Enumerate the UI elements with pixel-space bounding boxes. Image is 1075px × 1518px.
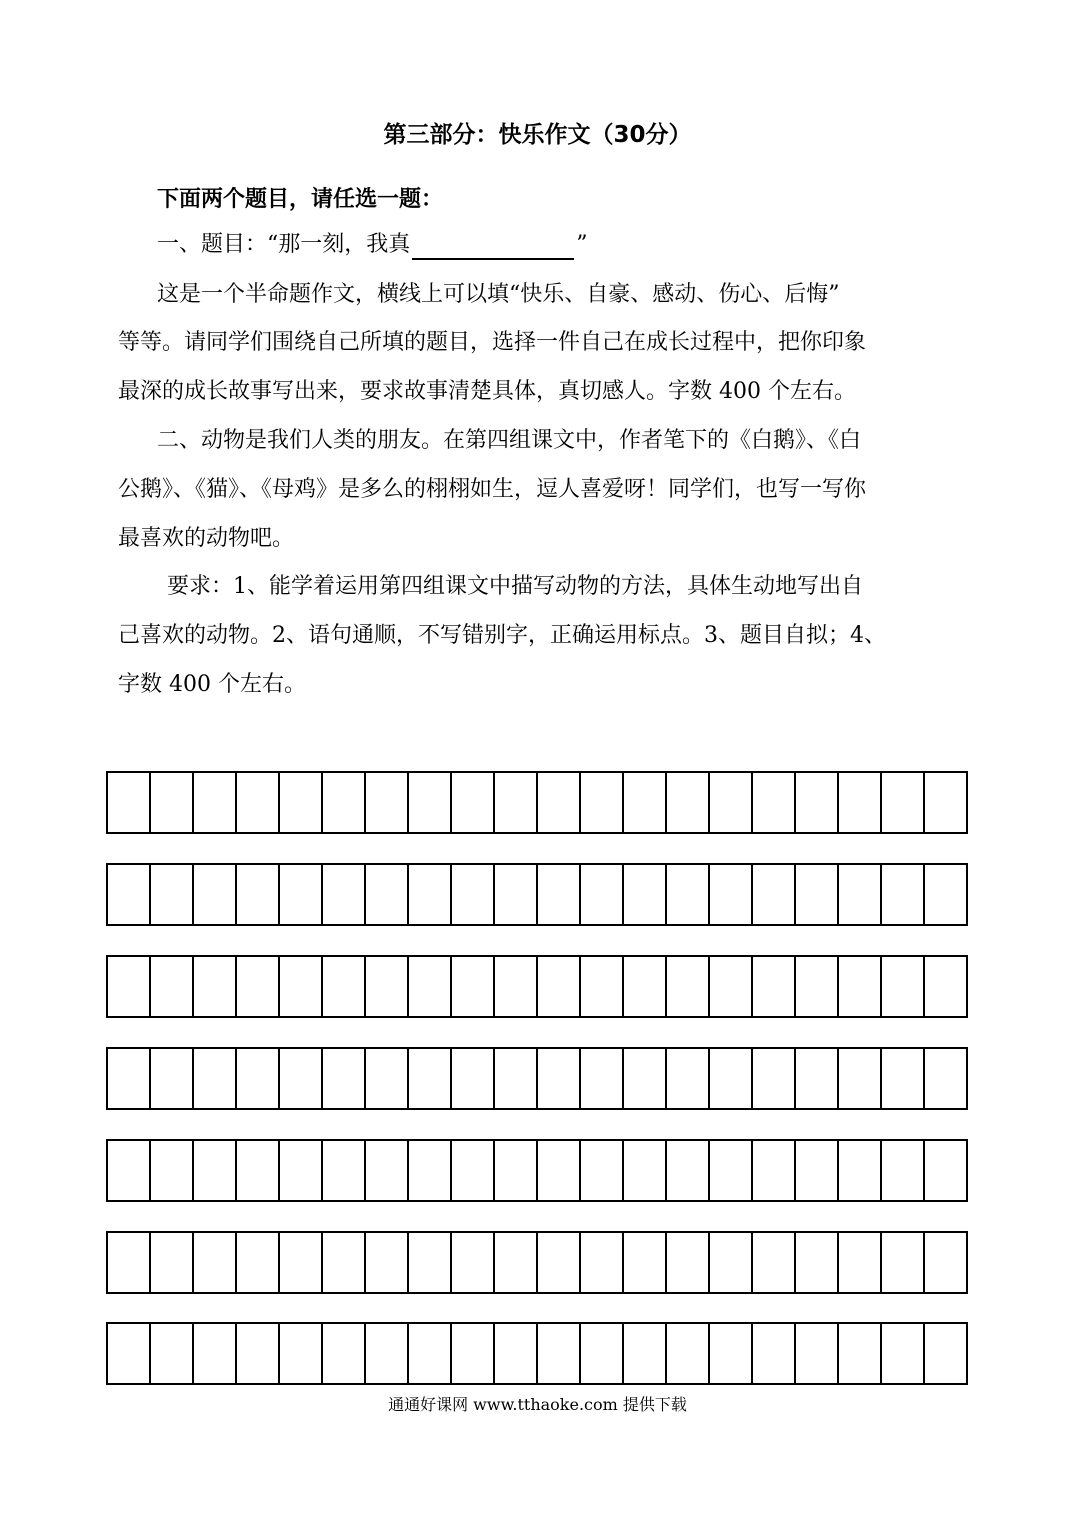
grid-cell [495,957,538,1016]
grid-cell [194,1233,237,1292]
grid-cell [753,1049,796,1108]
topic-one-suffix: ” [576,232,588,257]
grid-cell [581,1233,624,1292]
grid-cell [366,1141,409,1200]
grid-cell [108,865,151,924]
grid-cell [280,1049,323,1108]
paragraph-one-line-3: 最深的成长故事写出来，要求故事清楚具体，真切感人。字数 400 个左右。 [118,379,856,404]
grid-cell [108,1324,151,1383]
grid-cell [925,1049,966,1108]
grid-cell [839,773,882,832]
grid-cell [409,1324,452,1383]
grid-cell [925,773,966,832]
grid-cell [409,957,452,1016]
grid-cell [151,1324,194,1383]
grid-row [106,1139,968,1202]
grid-cell [753,1233,796,1292]
grid-cell [710,1141,753,1200]
grid-cell [710,865,753,924]
grid-cell [624,1324,667,1383]
grid-cell [624,1049,667,1108]
requirements-line-2: 己喜欢的动物。2、语句通顺，不写错别字，正确运用标点。3、题目自拟；4、 [118,623,886,648]
requirements-line-1: 要求：1、能学着运用第四组课文中描写动物的方法，具体生动地写出自 [167,574,863,599]
grid-cell [624,957,667,1016]
grid-row [106,863,968,926]
grid-cell [323,773,366,832]
grid-row [106,1322,968,1385]
grid-cell [925,1233,966,1292]
grid-cell [538,1324,581,1383]
grid-cell [194,1049,237,1108]
grid-cell [882,1141,925,1200]
grid-cell [495,1233,538,1292]
grid-cell [409,1233,452,1292]
grid-cell [710,773,753,832]
grid-cell [710,957,753,1016]
grid-cell [323,865,366,924]
grid-cell [452,1141,495,1200]
grid-cell [237,773,280,832]
grid-cell [151,1049,194,1108]
grid-cell [280,865,323,924]
requirements-line-3: 字数 400 个左右。 [118,672,306,697]
grid-cell [237,957,280,1016]
grid-cell [366,1233,409,1292]
grid-cell [581,1324,624,1383]
grid-cell [366,773,409,832]
grid-cell [839,1049,882,1108]
grid-cell [237,1324,280,1383]
grid-cell [108,957,151,1016]
grid-cell [581,865,624,924]
grid-cell [667,1324,710,1383]
grid-cell [452,865,495,924]
grid-cell [194,773,237,832]
grid-cell [796,957,839,1016]
grid-cell [538,865,581,924]
grid-cell [710,1233,753,1292]
grid-cell [538,1141,581,1200]
grid-cell [280,773,323,832]
grid-cell [409,773,452,832]
grid-cell [194,1141,237,1200]
grid-cell [667,773,710,832]
grid-cell [495,1049,538,1108]
grid-cell [796,1141,839,1200]
topic-one-prefix: 一、题目：“那一刻，我真 [157,232,411,257]
instruction-heading: 下面两个题目，请任选一题： [157,187,444,212]
paragraph-two-line-1: 二、动物是我们人类的朋友。在第四组课文中，作者笔下的《白鹅》、《白 [157,428,862,453]
grid-cell [151,957,194,1016]
grid-cell [237,865,280,924]
grid-cell [108,1233,151,1292]
grid-cell [882,1324,925,1383]
grid-cell [796,773,839,832]
grid-cell [667,865,710,924]
grid-cell [366,957,409,1016]
fill-in-blank [412,234,574,260]
grid-cell [108,1141,151,1200]
grid-cell [839,1233,882,1292]
grid-cell [796,865,839,924]
grid-cell [151,1233,194,1292]
grid-cell [495,1324,538,1383]
grid-cell [667,957,710,1016]
grid-cell [280,1233,323,1292]
grid-cell [366,1049,409,1108]
grid-cell [237,1049,280,1108]
grid-cell [839,1324,882,1383]
grid-cell [753,1141,796,1200]
grid-cell [925,865,966,924]
paragraph-one-line-1: 这是一个半命题作文，横线上可以填“快乐、自豪、感动、伤心、后悔” [157,282,840,307]
grid-cell [194,957,237,1016]
grid-cell [710,1049,753,1108]
grid-row [106,955,968,1018]
grid-cell [194,865,237,924]
grid-cell [323,957,366,1016]
grid-cell [925,1324,966,1383]
grid-cell [796,1233,839,1292]
grid-cell [753,865,796,924]
grid-cell [796,1049,839,1108]
grid-cell [108,773,151,832]
grid-cell [882,773,925,832]
grid-cell [796,1324,839,1383]
grid-cell [839,865,882,924]
grid-cell [624,1233,667,1292]
grid-cell [495,1141,538,1200]
grid-cell [753,957,796,1016]
grid-cell [839,957,882,1016]
grid-cell [452,1233,495,1292]
page-title: 第三部分：快乐作文（30分） [383,122,692,148]
grid-row [106,1047,968,1110]
grid-cell [280,1324,323,1383]
grid-cell [882,1049,925,1108]
grid-cell [839,1141,882,1200]
grid-cell [882,865,925,924]
grid-cell [237,1141,280,1200]
grid-cell [151,773,194,832]
footer-credit: 通通好课网 www.tthaoke.com 提供下载 [388,1395,687,1414]
grid-cell [667,1141,710,1200]
topic-one-line [157,230,588,260]
grid-cell [538,1049,581,1108]
grid-cell [882,1233,925,1292]
paragraph-two-line-2: 公鹅》、《猫》、《母鸡》是多么的栩栩如生，逗人喜爱呀！同学们，也写一写你 [118,477,867,502]
grid-cell [280,957,323,1016]
grid-cell [280,1141,323,1200]
grid-cell [366,865,409,924]
grid-cell [452,1049,495,1108]
grid-cell [194,1324,237,1383]
grid-cell [452,957,495,1016]
grid-cell [925,957,966,1016]
grid-cell [538,957,581,1016]
paragraph-two-line-3: 最喜欢的动物吧。 [118,526,295,551]
grid-cell [409,865,452,924]
grid-cell [151,865,194,924]
grid-cell [667,1049,710,1108]
paragraph-one-line-2: 等等。请同学们围绕自己所填的题目，选择一件自己在成长过程中，把你印象 [118,330,867,355]
grid-cell [581,773,624,832]
grid-cell [624,1141,667,1200]
grid-cell [925,1141,966,1200]
grid-cell [452,773,495,832]
grid-cell [323,1233,366,1292]
grid-cell [495,865,538,924]
grid-cell [409,1141,452,1200]
grid-cell [323,1049,366,1108]
grid-cell [581,957,624,1016]
grid-cell [366,1324,409,1383]
grid-cell [538,773,581,832]
grid-cell [108,1049,151,1108]
grid-cell [710,1324,753,1383]
grid-cell [237,1233,280,1292]
grid-cell [323,1324,366,1383]
grid-cell [495,773,538,832]
grid-cell [151,1141,194,1200]
grid-cell [581,1049,624,1108]
grid-cell [538,1233,581,1292]
grid-cell [624,773,667,832]
grid-cell [624,865,667,924]
grid-cell [667,1233,710,1292]
grid-cell [409,1049,452,1108]
grid-cell [753,1324,796,1383]
grid-row [106,1231,968,1294]
grid-cell [581,1141,624,1200]
grid-row [106,771,968,834]
grid-cell [882,957,925,1016]
grid-cell [452,1324,495,1383]
grid-cell [753,773,796,832]
grid-cell [323,1141,366,1200]
